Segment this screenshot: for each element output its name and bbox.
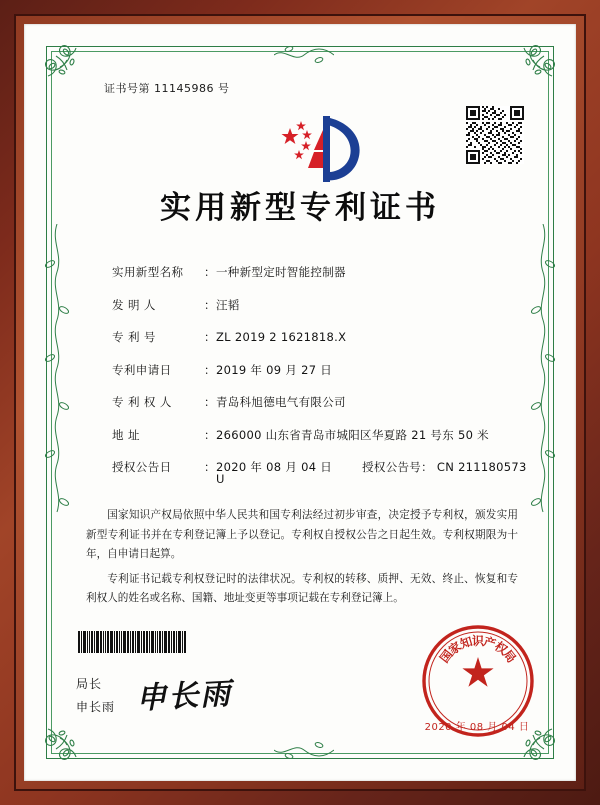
field-value-inventor: 汪韬 [216,297,240,312]
svg-text:识: 识 [471,634,485,648]
certificate-paper [24,24,576,781]
cnipa-logo [268,110,378,188]
legal-text [86,506,518,609]
director-label: 局长 [76,677,103,692]
field-value-address: 266000 山东省青岛市城阳区华夏路 21 号东 50 米 [216,427,489,442]
field-label-patent-number: 专 利 号 [112,330,156,344]
field-value-invention-name: 一种新型定时智能控制器 [216,265,346,279]
field-row [112,267,528,279]
barcode [78,631,218,653]
certificate-number: 证书号第 11145986 号 [104,82,230,95]
field-row [112,362,528,377]
handwritten-signature: 申长雨 [135,676,234,717]
page-title: 实用新型专利证书 [160,190,440,226]
field-row: 授权公告日 ： 2020 年 08 月 04 日 授权公告号： CN 211180573 U [112,460,527,486]
director-name: 申长雨 [76,700,116,715]
field-label-inventor: 发 明 人 [112,297,156,312]
qr-code [466,106,524,164]
svg-text:家: 家 [446,639,464,658]
field-colon: ： [204,395,216,409]
legal-paragraph-2: 专利证书记载专利权登记时的法律状况。专利权的转移、质押、无效、终止、恢复和专利权人的姓名或名称、国籍、地址变更等事项记载在专利登记簿上。 [86,572,518,605]
field-colon: ： [204,330,216,344]
field-label-invention-name: 实用新型名称 [112,265,184,279]
svg-text:权: 权 [492,639,510,658]
field-colon: ： [204,297,216,312]
certificate-fields [112,267,528,485]
svg-text:国: 国 [437,647,456,666]
field-value-patent-number: ZL 2019 2 1621818.X [216,330,347,344]
legal-paragraph-1: 国家知识产权局依照中华人民共和国专利法经过初步审查，决定授予专利权，颁发实用新型专利证书并在专利登记簿上予以登记。专利权自授权公告之日起生效。专利权期限为十年，自申请日起算。 [86,509,518,561]
seal-date: 2020 年 08 月 04 日 [424,722,530,733]
field-row [112,427,528,442]
field-colon: ： [204,362,216,377]
certificate-content [72,80,528,614]
field-row [112,397,528,409]
field-row [112,297,528,312]
field-label-grant-publication-number: 授权公告号 [362,460,422,474]
field-label-patentee: 专 利 权 人 [112,395,172,409]
svg-text:局: 局 [500,647,519,666]
signature-block [76,673,115,719]
field-colon: ： [204,265,216,279]
field-label-address: 地 址 [112,427,140,442]
field-label-application-date: 专利申请日 [112,362,172,377]
field-colon: ： [204,460,216,474]
field-label-grant-date: 授权公告日 [112,460,172,474]
field-colon: ： [204,427,216,442]
field-row [112,332,528,344]
field-value-patentee: 青岛科旭德电气有限公司 [216,395,346,409]
svg-text:知: 知 [458,634,475,652]
field-value-application-date: 2019 年 09 月 27 日 [216,362,333,377]
svg-text:产: 产 [481,634,498,652]
field-value-grant-date: 2020 年 08 月 04 日 [216,460,333,474]
field-value-grant-publication-number: CN 211180573 U [216,460,527,486]
